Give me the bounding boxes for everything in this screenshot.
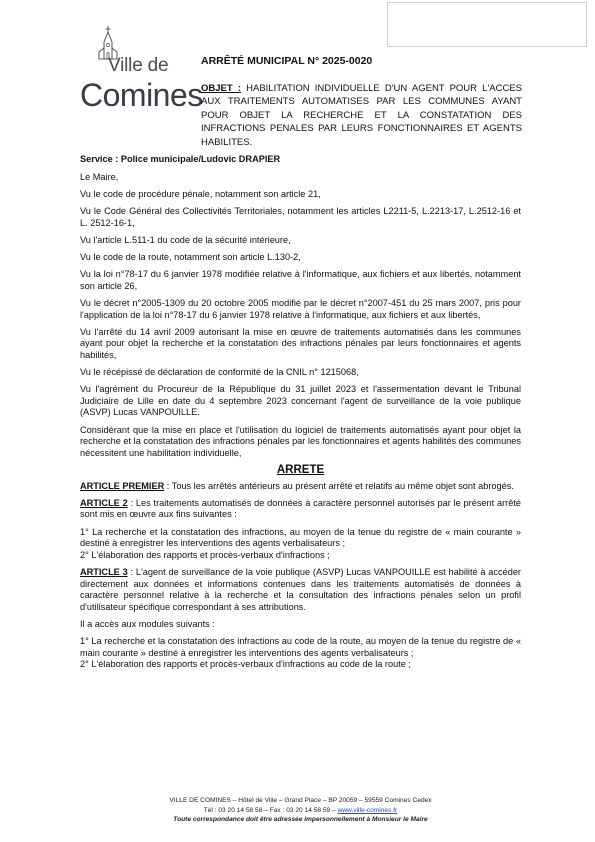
- visa-item: Vu la loi n°78-17 du 6 janvier 1978 modifiée relative à l'informatique, aux fichiers et aux libertés, notamment son article 26,: [80, 269, 521, 291]
- article-2-item: 2° L'élaboration des rapports et procès-verbaux d'infractions ;: [80, 549, 330, 560]
- page-footer: [80, 796, 521, 825]
- subject-label: OBJET :: [201, 83, 241, 94]
- footer-phone: Tél : 03 20 14 58 58 – Fax : 03 20 14 58 59 –: [203, 806, 338, 814]
- visa-item: Vu le Code Général des Collectivités Territoriales, notamment les articles L2211-5, L.2213-17, L.2512-16 et L. 2512-16-1,: [80, 205, 521, 228]
- article-2-item: 1° La recherche et la constatation des infractions, au moyen de la tenue du registre de « main courante » destiné à enregistrer les interventions des agents verbalisateurs ;: [80, 526, 521, 549]
- visa-item: Vu l'article L.511-1 du code de la sécurité intérieure,: [80, 234, 291, 245]
- mayor-line: Le Maire,: [80, 171, 119, 182]
- article-2-text: : Les traitements automatisés de données à caractère personnel autorisés par le présent arrêté sont mis en œuvre aux fins suivantes :: [80, 497, 521, 520]
- decree-body: [80, 154, 521, 676]
- website-link[interactable]: www.ville-comines.fr: [337, 806, 398, 814]
- article-1: [80, 481, 521, 493]
- modules-intro: Il a accès aux modules suivants :: [80, 618, 215, 629]
- visa-item: Vu le code de procédure pénale, notamment son article 21,: [80, 188, 321, 199]
- article-2-label: ARTICLE 2: [80, 497, 128, 508]
- footer-contact: [80, 806, 521, 816]
- article-3-text: : L'agent de surveillance de la voie publique (ASVP) Lucas VANPOUILLE est habilité à accéder directement aux données et informations contenues dans les traitements automatisés de données à caractère personnel relative à la recherche et la consultation des infractions pénales selon un profil d'utilisateur spécifique correspondant à ses attributions.: [80, 566, 521, 612]
- decrees-heading: ARRETE: [276, 464, 325, 476]
- visa-item: Vu l'arrêté du 14 avril 2009 autorisant la mise en œuvre de traitements automatisés dans les communes ayant pour objet la recherche et la constatation des infractions pénales par leurs fonctionnaires et agents habilités,: [80, 326, 521, 360]
- visa-item: Vu le code de la route, notamment son article L.130-2,: [80, 251, 301, 262]
- article-3: [80, 567, 521, 613]
- article-3-label: ARTICLE 3: [80, 566, 128, 577]
- logo-line2: Comines: [80, 77, 203, 113]
- visa-item: Vu l'agrément du Procureur de la République du 31 juillet 2023 et l'assermentation devant le Tribunal Judiciaire de Lille en date du 4 septembre 2023 concernant l'agent de surveillance de la voie publique (ASVP) Lucas VANPOUILLE.: [80, 384, 521, 418]
- module-item: 2° L'élaboration des rapports et procès-verbaux d'infractions au code de la route ;: [80, 659, 411, 670]
- module-item: 1° La recherche et la constatation des infractions au code de la route, au moyen de la tenue du registre de « main courante » destiné à enregistrer les interventions des agents verbalisateurs ;: [80, 636, 521, 658]
- article-1-text: : Tous les arrêtés antérieurs au présent arrêté et relatifs au même objet sont abrogés.: [164, 480, 514, 491]
- footer-address: VILLE DE COMINES – Hôtel de Ville – Grand Place – BP 20059 – 59559 Comines Cedex: [169, 797, 432, 804]
- visa-item: Vu le décret n°2005-1309 du 20 octobre 2005 modifié par le décret n°2007-451 du 25 mars 2007, pris pour l'application de la loi n°78-17 du 6 janvier 1978 relative à l'informatique, aux fichiers et aux libertés,: [80, 297, 521, 320]
- logo-line1: Ville de: [108, 55, 169, 76]
- visa-item: Vu le récépissé de déclaration de conformité de la CNIL n° 1215068,: [80, 367, 359, 378]
- footer-notice: Toute correspondance doit être adressée impersonnellement à Monsieur le Maire: [173, 816, 428, 824]
- article-2: [80, 498, 521, 521]
- considering-paragraph: Considérant que la mise en place et l'utilisation du logiciel de traitements automatisés ayant pour objet la recherche et la constatation des infractions pénales par les fonctionnaires et agents habilités des communes nécessitent une habilitation individuelle,: [80, 424, 521, 458]
- city-logo: [80, 24, 203, 114]
- decree-subject: [201, 82, 522, 149]
- subject-text: HABILITATION INDIVIDUELLE D'UN AGENT POUR L'ACCES AUX TRAITEMENTS AUTOMATISES PAR LES COMMUNES AYANT POUR OBJET LA RECHERCHE ET LA CONSTATATION DES INFRACTIONS PENALES PAR LEURS FONCTIONNAIRES ET AGENTS HABILITES.: [201, 83, 522, 148]
- decree-title: ARRÊTÉ MUNICIPAL N° 2025-0020: [201, 55, 373, 67]
- service-line: Service : Police municipale/Ludovic DRAPIER: [80, 154, 281, 164]
- stamp-box: [387, 2, 587, 47]
- article-1-label: ARTICLE PREMIER: [80, 480, 165, 491]
